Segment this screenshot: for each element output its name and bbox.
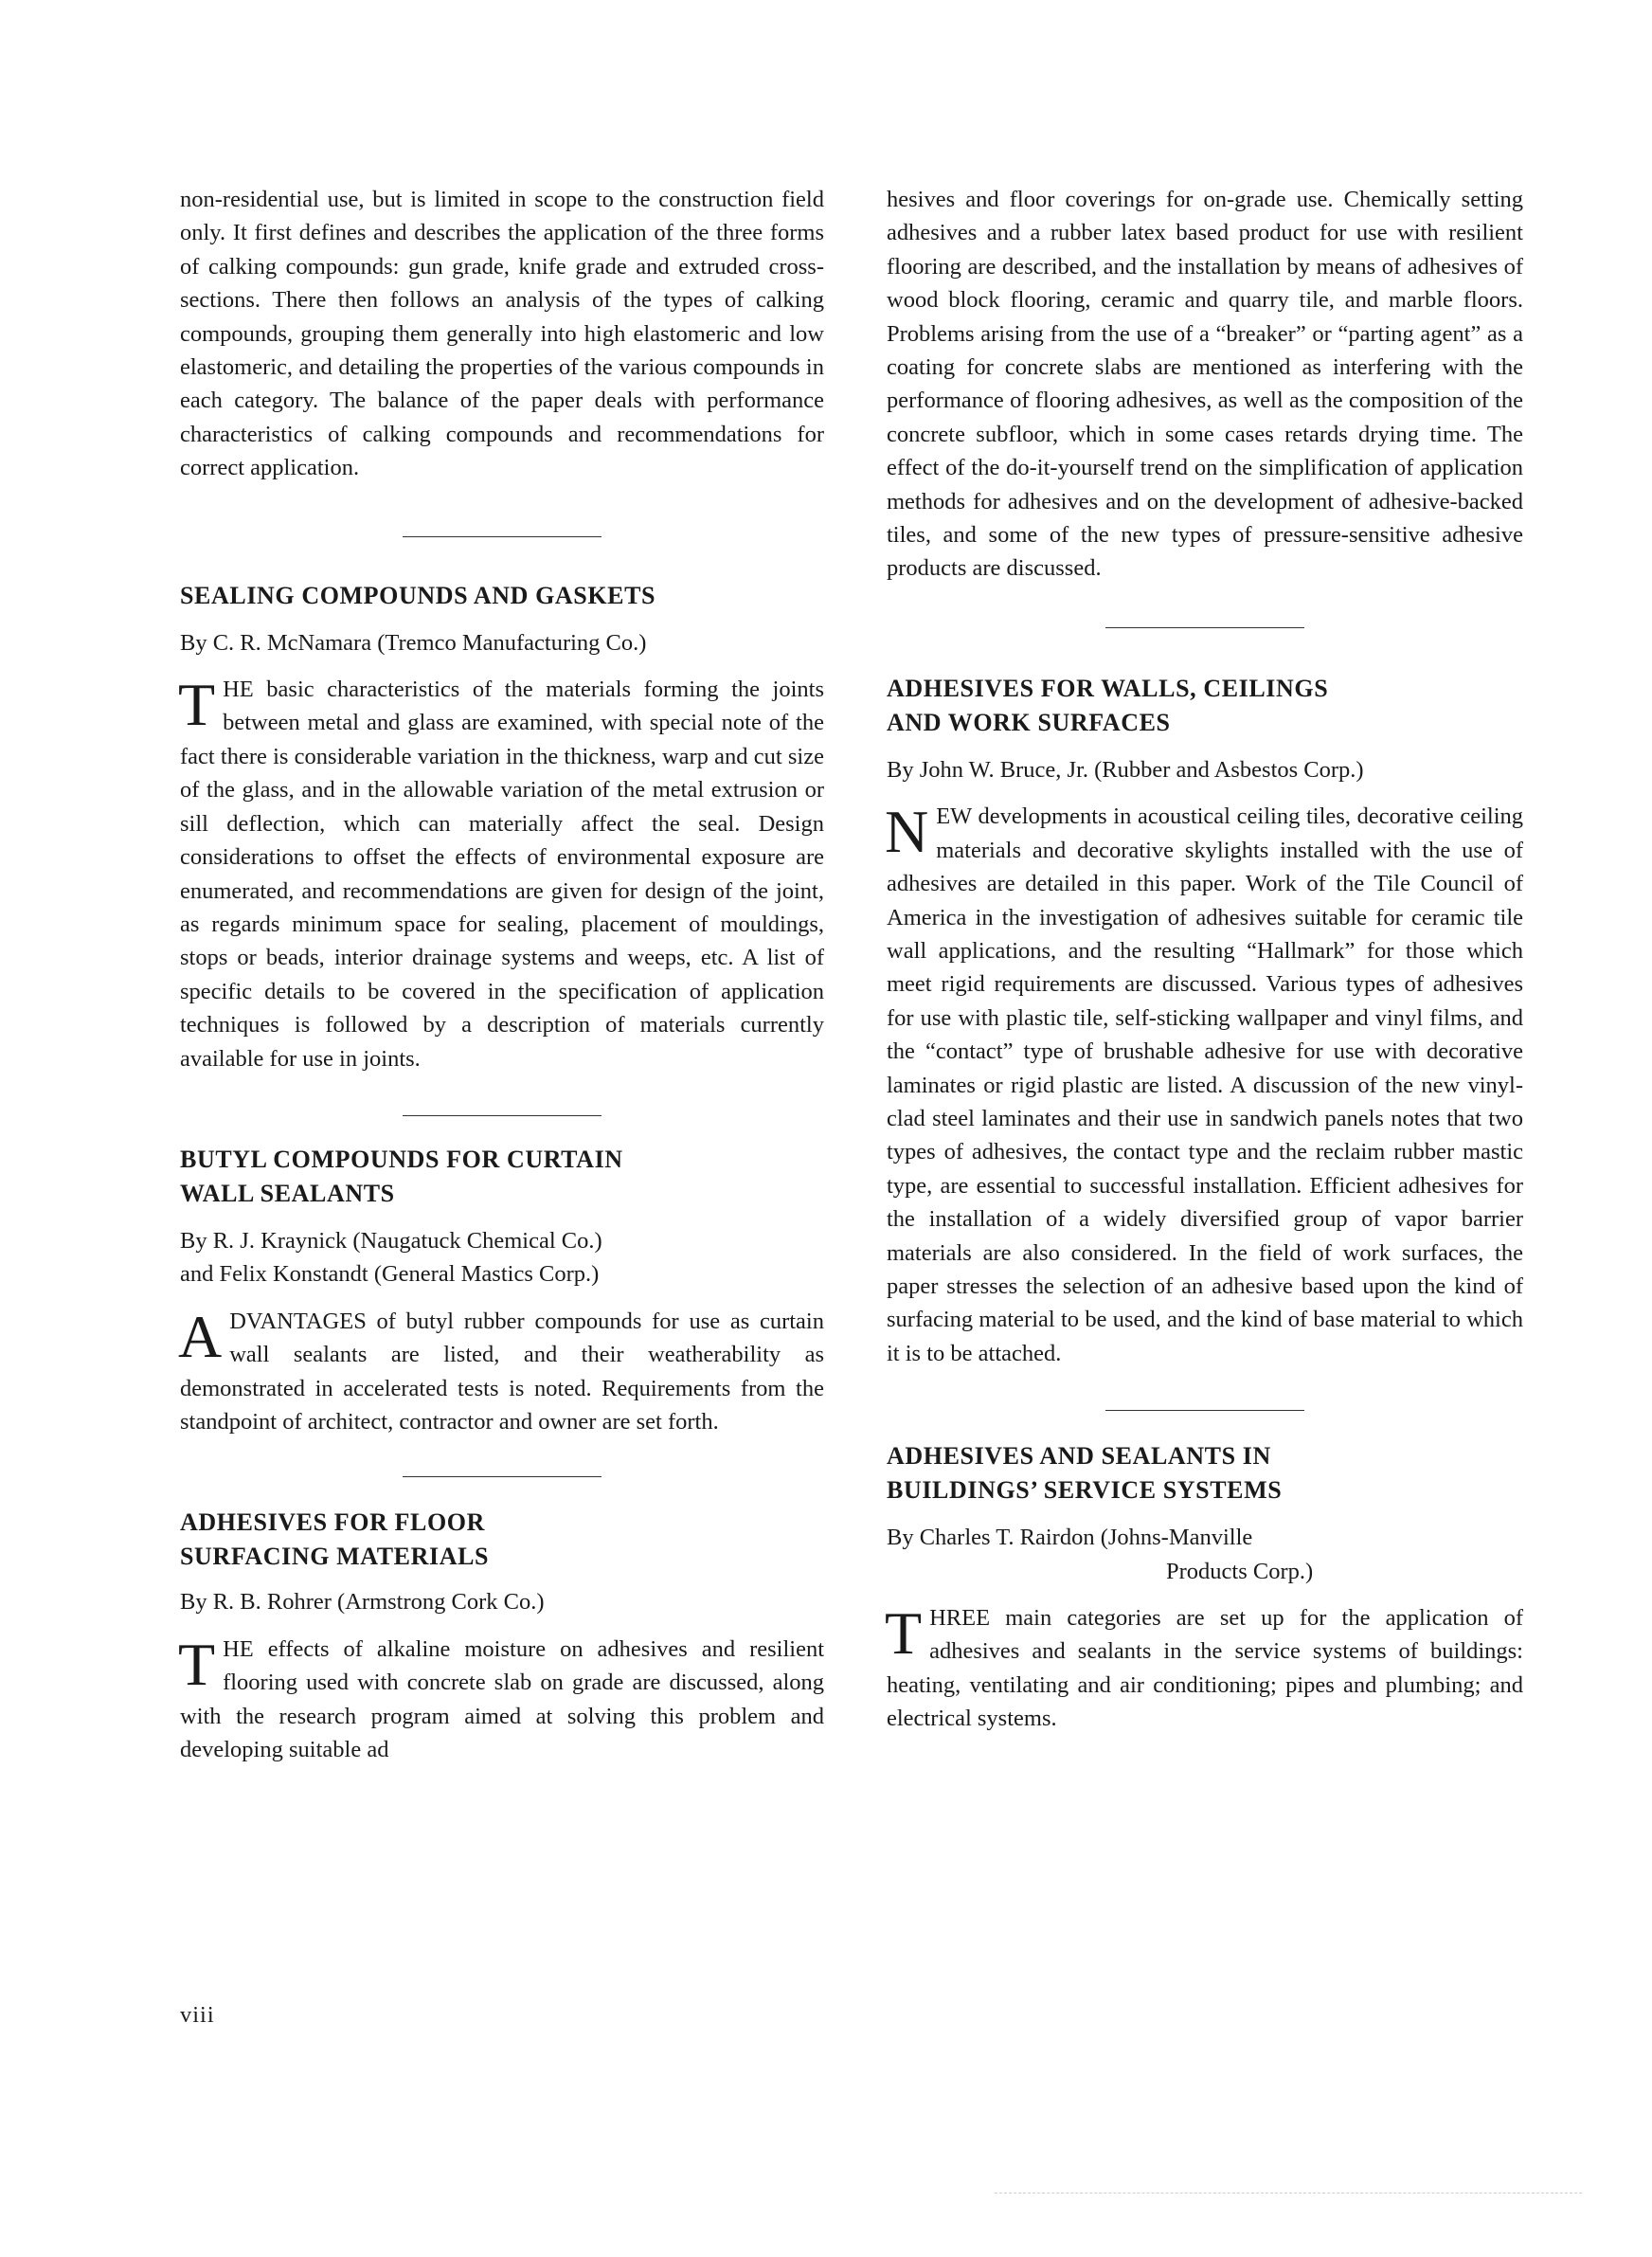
section-body [180, 673, 824, 1075]
section-body-text: HE basic characteristics of the materials forming the joints between metal and glass are examined, with special note of the fact there is considerable variation in the thickness, warp and cut size of the glass, and in the allowable variation of the metal extrusion or sill deflection, which can materially affect the seal. Design considerations to offset the effects of environmental exposure are enumerated, and recommendations are given for design of the joint, as regards minimum space for sealing, placement of mouldings, stops or beads, interior drainage systems and weeps, etc. A list of specific details to be covered in the specification of application techniques is followed by a description of materials currently available for use in joints. [180, 677, 824, 1072]
section-title-line: SEALING COMPOUNDS AND GASKETS [180, 581, 656, 609]
section-divider [1105, 1410, 1304, 1411]
section-title [180, 1143, 824, 1211]
section-divider [403, 536, 602, 537]
section-title-line: BUILDINGS’ SERVICE SYSTEMS [887, 1476, 1283, 1505]
continuation-paragraph: hesives and floor coverings for on-grade use. Chemically setting adhesives and a rubber latex based product for use with resilient flooring are described, and the installation by means of adhesives of wood block flooring, ceramic and quarry tile, and marble floors. Problems arising from the use of a “breaker” or “parting agent” as a coating for concrete slabs are mentioned as interfering with the performance of flooring adhesives, as well as the composition of the concrete subfloor, which in some cases retards drying time. The effect of the do-it-yourself trend on the simplification of application methods for adhesives and on the development of adhesive-backed tiles, and some of the new types of pressure-sensitive adhesive products are discussed. [887, 187, 1523, 582]
drop-cap: A [178, 1302, 223, 1370]
byline [180, 1585, 824, 1618]
section-title-line: ADHESIVES FOR FLOOR [180, 1508, 486, 1537]
byline-line: By Charles T. Rairdon (Johns-Manville [887, 1525, 1253, 1551]
section-title [180, 1506, 824, 1574]
drop-cap: T [178, 671, 216, 739]
section-butyl-compounds [180, 1143, 824, 1438]
section-title [887, 672, 1523, 740]
section-sealing-compounds [180, 579, 824, 1075]
section-body-text: DVANTAGES of butyl rubber compounds for use as curtain wall sealants are listed, and their weatherability as demonstrated in accelerated tests is noted. Requirements from the standpoint of architect, contractor and owner are set forth. [180, 1308, 824, 1435]
intro-paragraph: non-residential use, but is limited in scope to the construction field only. It first defines and describes the application of the three forms of calking compounds: gun grade, knife grade and extruded cross-sections. There then follows an analysis of the types of calking compounds, grouping them generally into high elastomeric and low elastomeric, and detailing the properties of the various compounds in each category. The balance of the paper deals with performance characteristics of calking compounds and recommendations for correct application. [180, 187, 824, 481]
section-body-text: HE effects of alkaline moisture on adhesives and resilient flooring used with concrete slab on grade are discussed, along with the research program aimed at solving this problem and developing suitable ad [180, 1635, 824, 1762]
section-divider [403, 1476, 602, 1477]
page-number: viii [180, 2002, 215, 2028]
right-column [887, 183, 1523, 1736]
section-title-line: SURFACING MATERIALS [180, 1543, 490, 1571]
byline [887, 753, 1523, 786]
section-title [887, 1439, 1523, 1508]
section-body-text: EW developments in acoustical ceiling tiles, decorative ceiling materials and decorative skylights installed with the use of adhesives are detailed in this paper. Work of the Tile Council of America in the investigation of adhesives suitable for ceramic tile wall applications, and the resulting “Hallmark” for those which meet rigid requirements are discussed. Various types of adhesives for use with plastic tile, self-sticking wallpaper and vinyl films, and the “contact” type of brushable adhesive for use with decorative laminates or rigid plastic are listed. A discussion of the new vinyl-clad steel laminates and their use in sandwich panels notes that two types of adhesives, the contact type and the reclaim rubber mastic type, are essential to successful installation. Efficient adhesives for the installation of a widely diversified group of vapor barrier materials are also considered. In the field of work surfaces, the paper stresses the selection of an adhesive based upon the kind of surfacing material to be used, and the kind of base material to which it is to be attached. [887, 803, 1523, 1366]
section-floor-adhesives [180, 1506, 824, 1766]
section-body [178, 1630, 824, 1767]
byline-line: Products Corp.) [1166, 1558, 1314, 1584]
byline-line: By R. B. Rohrer (Armstrong Cork Co.) [180, 1589, 545, 1616]
section-divider [1105, 627, 1304, 628]
section-title-line: BUTYL COMPOUNDS FOR CURTAIN [180, 1145, 623, 1173]
left-column [180, 183, 824, 1766]
byline-line: By John W. Bruce, Jr. (Rubber and Asbestos Corp.) [887, 756, 1364, 783]
byline-line: By R. J. Kraynick (Naugatuck Chemical Co.) [180, 1227, 602, 1254]
section-title-line: ADHESIVES FOR WALLS, CEILINGS [887, 674, 1329, 702]
section-title-line: ADHESIVES AND SEALANTS IN [887, 1442, 1271, 1471]
byline-line: and Felix Konstandt (General Mastics Corp.) [180, 1261, 600, 1288]
drop-cap: T [885, 1599, 923, 1667]
section-body [887, 800, 1523, 1370]
section-divider [403, 1115, 602, 1116]
drop-cap: T [178, 1630, 216, 1698]
section-title-line: WALL SEALANTS [180, 1179, 395, 1207]
section-title [180, 579, 824, 613]
section-body [178, 1302, 824, 1439]
section-walls-ceilings [887, 672, 1523, 1370]
section-service-systems [887, 1439, 1523, 1735]
section-body [887, 1601, 1523, 1736]
byline [887, 1521, 1523, 1588]
drop-cap: N [885, 798, 929, 866]
section-title-line: AND WORK SURFACES [887, 708, 1171, 736]
section-body-text: HREE main categories are set up for the application of adhesives and sealants in the service systems of buildings: heating, ventilating and air conditioning; pipes and plumbing; and electrical systems. [887, 1605, 1523, 1732]
scan-artifact-line [995, 2193, 1582, 2194]
byline-line: By C. R. McNamara (Tremco Manufacturing Co.) [180, 629, 647, 656]
byline [180, 1224, 824, 1291]
byline [180, 626, 824, 659]
